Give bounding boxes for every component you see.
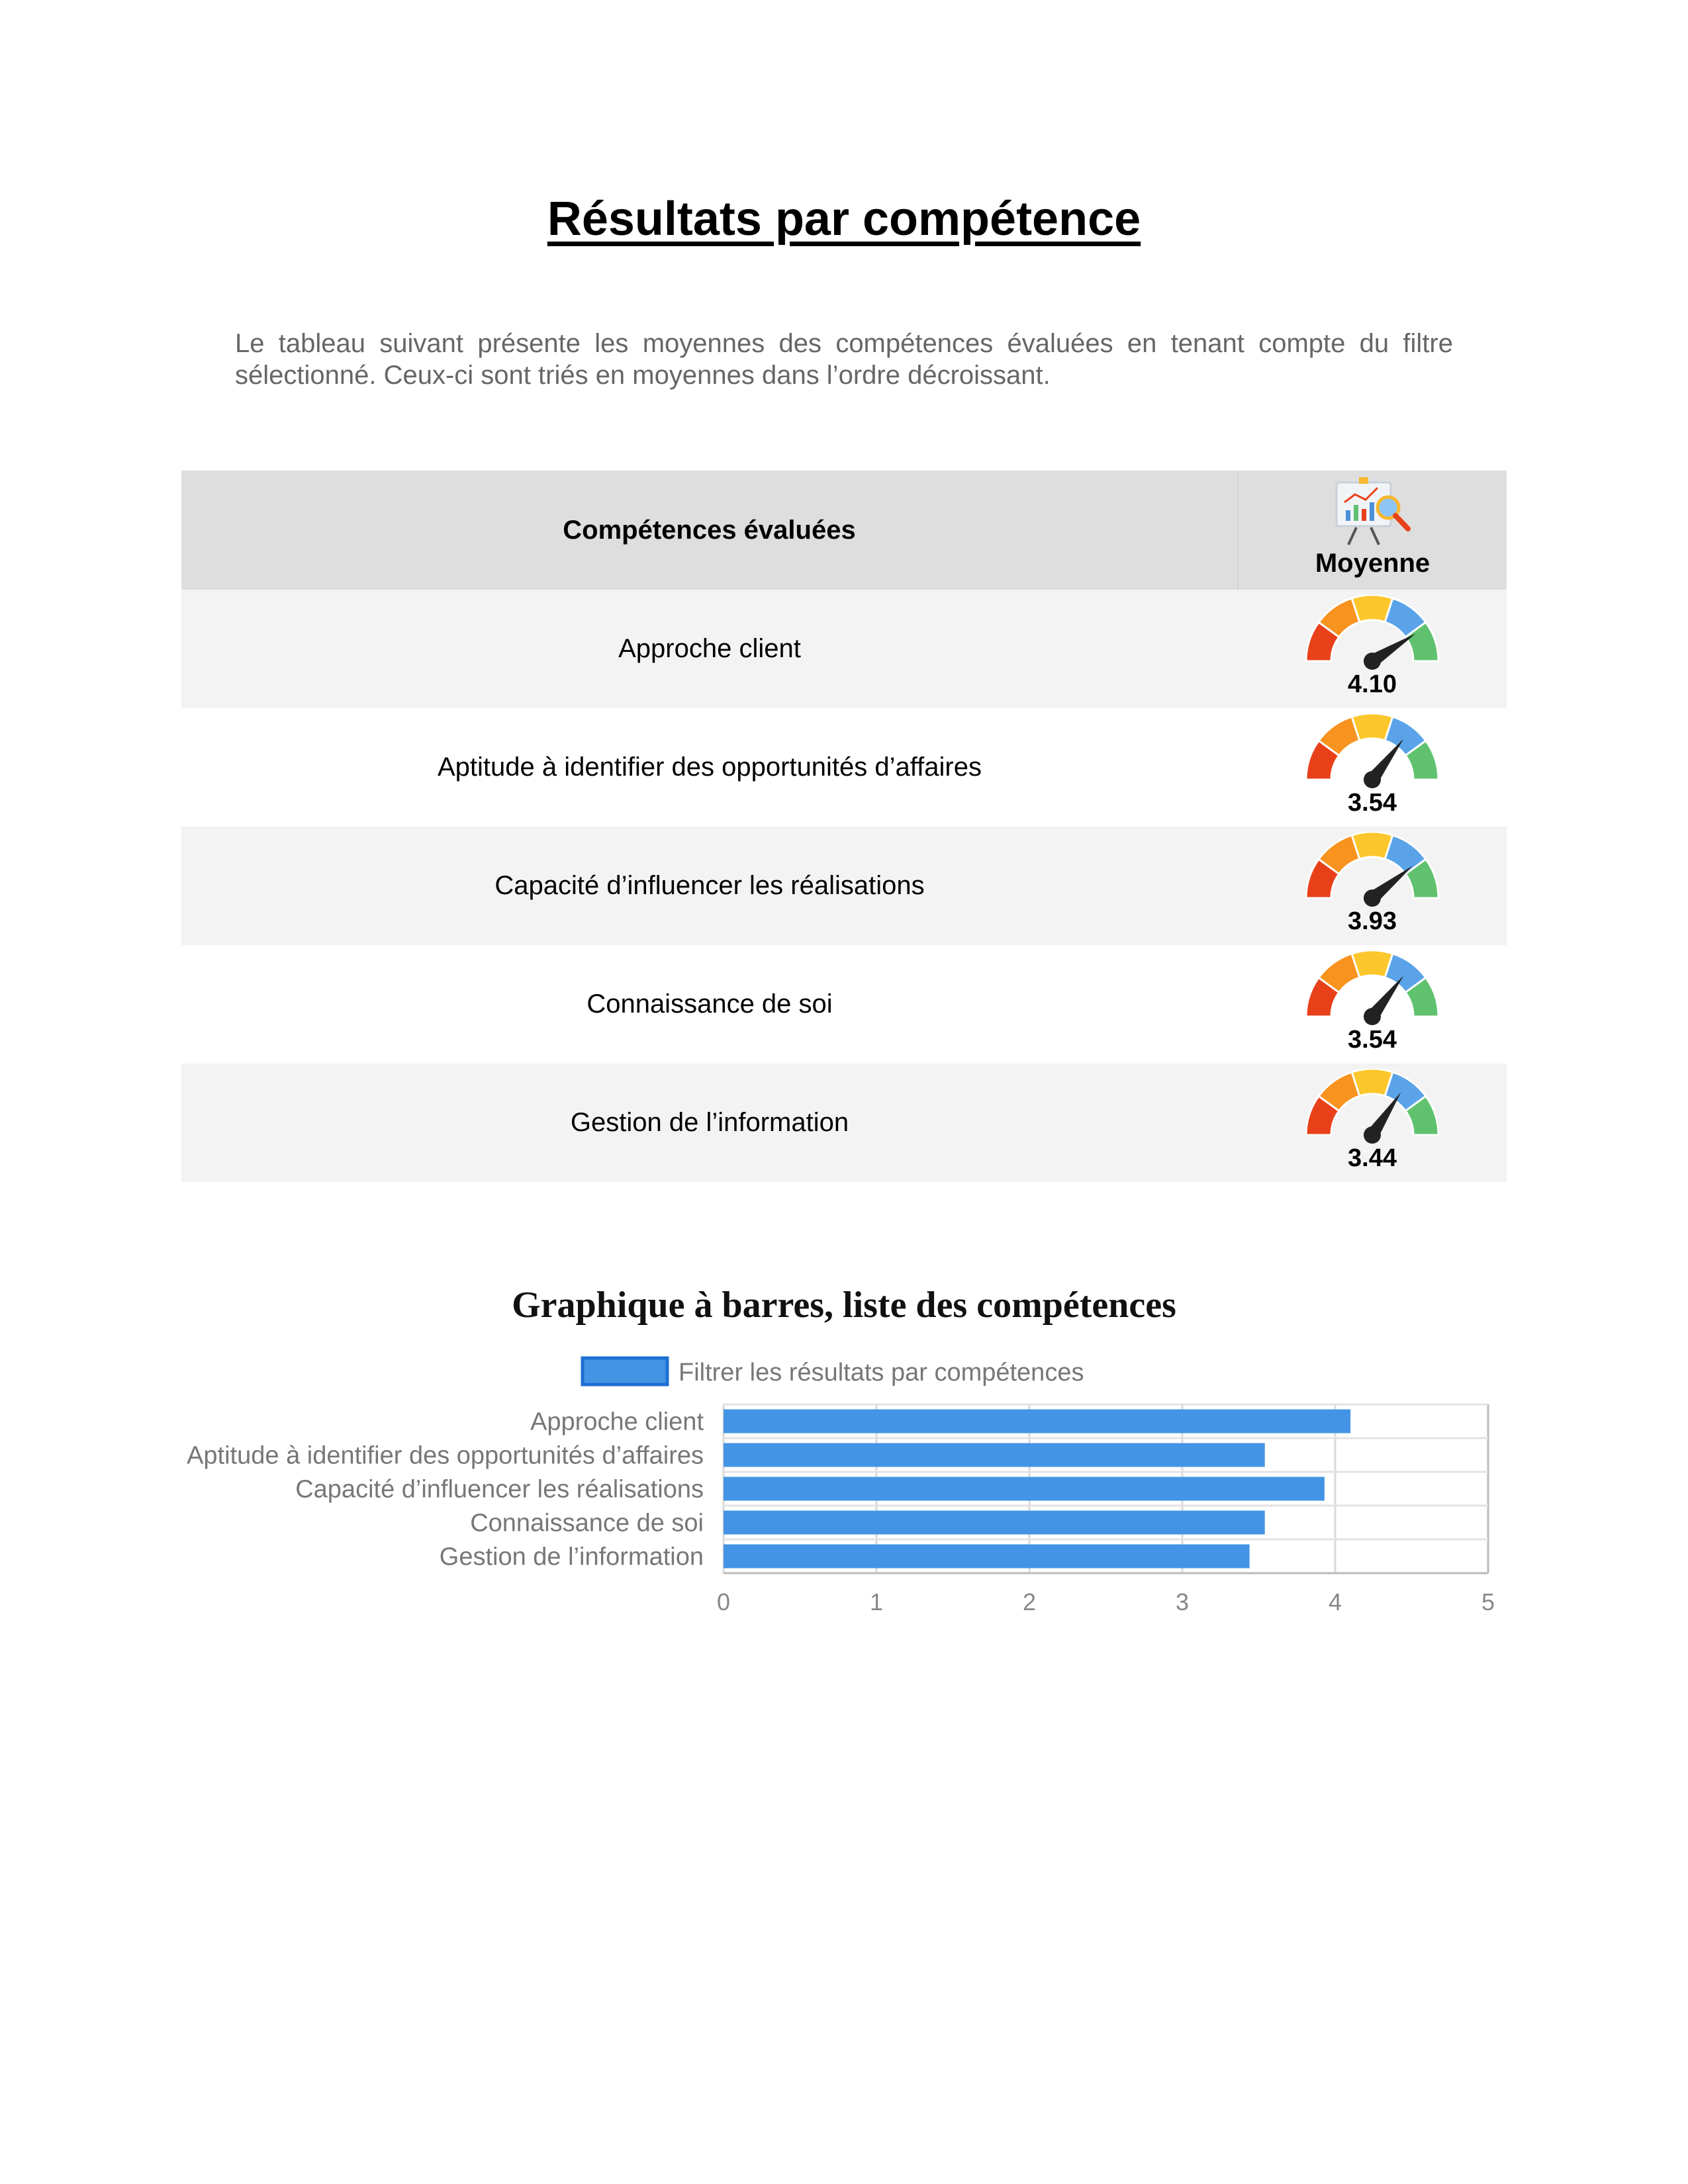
header-competences: Compétences évaluées — [563, 515, 856, 545]
gauge-hub — [1364, 889, 1381, 907]
x-tick-label: 0 — [716, 1588, 731, 1615]
results-table — [181, 471, 1507, 1182]
moyenne-value: 3.54 — [1348, 1026, 1397, 1054]
speedometer-gauge-icon — [1299, 595, 1445, 674]
bar — [724, 1477, 1325, 1501]
category-label: Connaissance de soi — [470, 1509, 704, 1537]
moyenne-cell — [1238, 1064, 1507, 1182]
page-title: Résultats par compétence — [547, 193, 1141, 246]
moyenne-cell — [1238, 827, 1507, 945]
bar — [724, 1511, 1265, 1535]
header-moyenne — [1238, 471, 1507, 590]
speedometer-gauge-icon — [1299, 950, 1445, 1030]
moyenne-value: 3.54 — [1348, 789, 1397, 817]
table-header-row — [181, 471, 1507, 590]
competence-name: Connaissance de soi — [586, 989, 833, 1019]
x-tick-label: 3 — [1175, 1588, 1190, 1615]
bar — [724, 1545, 1250, 1569]
category-label: Gestion de l’information — [439, 1543, 704, 1571]
header-moyenne-label: Moyenne — [1315, 549, 1430, 578]
legend-label: Filtrer les résultats par compétences — [679, 1359, 1084, 1387]
legend-swatch — [583, 1358, 667, 1385]
gauge-hub — [1364, 771, 1381, 788]
gauge-hub — [1364, 1126, 1381, 1144]
speedometer-gauge-icon — [1299, 713, 1445, 793]
competence-name: Gestion de l’information — [570, 1108, 849, 1137]
presentation-chart-icon — [1330, 475, 1416, 547]
x-tick-label: 1 — [869, 1588, 884, 1615]
competence-name: Aptitude à identifier des opportunités d’affaires — [437, 752, 982, 782]
moyenne-value: 4.10 — [1348, 670, 1397, 698]
x-tick-label: 5 — [1481, 1588, 1495, 1615]
category-label: Aptitude à identifier des opportunités d’affaires — [187, 1441, 704, 1470]
table-row — [181, 1064, 1507, 1182]
competence-name: Approche client — [618, 634, 801, 663]
table-row — [181, 827, 1507, 945]
gauge-hub — [1364, 653, 1381, 670]
category-label: Approche client — [530, 1408, 704, 1436]
competence-name: Capacité d’influencer les réalisations — [494, 871, 925, 900]
table-row — [181, 590, 1507, 708]
x-tick-label: 2 — [1022, 1588, 1037, 1615]
speedometer-gauge-icon — [1299, 1069, 1445, 1148]
intro-paragraph: Le tableau suivant présente les moyennes des compétences évaluées en tenant compte du filtre sélectionné. Ceux-ci sont triés en moyennes dans l’ordre décroissant. — [235, 329, 1453, 390]
bar — [724, 1410, 1350, 1433]
table-row — [181, 708, 1507, 827]
moyenne-value: 3.93 — [1348, 907, 1397, 935]
moyenne-cell — [1238, 945, 1507, 1064]
moyenne-cell — [1238, 708, 1507, 827]
x-tick-label: 4 — [1328, 1588, 1342, 1615]
moyenne-value: 3.44 — [1348, 1144, 1397, 1172]
moyenne-cell — [1238, 590, 1507, 708]
bar-chart — [0, 1343, 1688, 1641]
speedometer-gauge-icon — [1299, 832, 1445, 911]
gauge-hub — [1364, 1008, 1381, 1025]
table-row — [181, 945, 1507, 1064]
bar — [724, 1443, 1265, 1467]
category-label: Capacité d’influencer les réalisations — [295, 1475, 704, 1504]
chart-title: Graphique à barres, liste des compétences — [512, 1285, 1176, 1326]
